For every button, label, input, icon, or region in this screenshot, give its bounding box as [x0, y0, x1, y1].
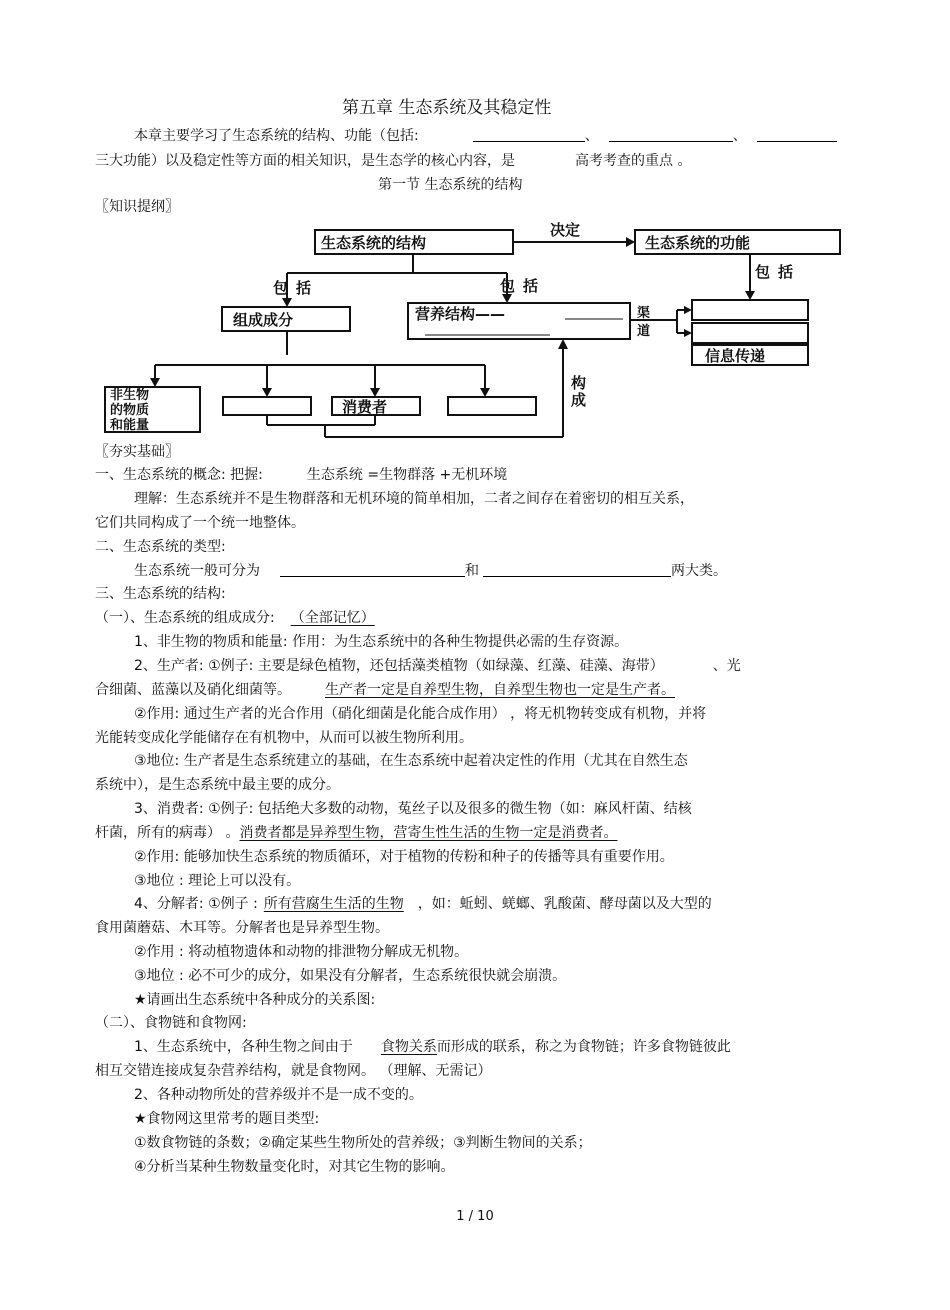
types-line: [134, 562, 727, 580]
constitute-label-2: 成: [571, 391, 587, 409]
decomposer-note: 所有营腐生生活的生物: [263, 896, 404, 912]
understanding-line: 理解：生态系统并不是生物群落和无机环境的简单相加，二者之间存在着密切的相互关系，: [134, 491, 694, 507]
decides-label: 决定: [550, 221, 581, 239]
trophic-label: 营养结构——: [415, 305, 506, 323]
producer-line: [134, 657, 741, 675]
info-label: 信息传递: [705, 347, 766, 365]
consumer-line: 3、消费者: ①例子: 包括绝大多数的动物，菟丝子以及很多的微生物（如：麻风杆菌、结核: [134, 801, 692, 817]
structure-heading: 三、生态系统的结构:: [95, 586, 226, 602]
ecosystem-structure-diagram: [95, 215, 855, 450]
function-blank-1: [473, 127, 585, 142]
types-text: 生态系统一般可分为: [134, 563, 260, 579]
function-blank-box-1: [692, 300, 808, 320]
types-and: 和: [465, 563, 479, 579]
channel-label-2: 道: [637, 324, 651, 339]
food-chain-heading: （二）、食物链和食物网:: [95, 1015, 247, 1031]
basics-heading: 〖夯实基础〗: [95, 444, 179, 460]
producer-line-2: [95, 681, 675, 699]
producer-note: 生产者一定是自养型生物，自养型生物也一定是生产者。: [325, 682, 675, 698]
producer-blank-box: [223, 397, 311, 415]
structure-label: 生态系统的结构: [321, 234, 427, 252]
components-heading: [95, 609, 375, 627]
decomposer-role: ②作用 : 将动植物遗体和动物的排泄物分解成无机物。: [134, 944, 469, 960]
types-end: 两大类。: [671, 563, 727, 579]
decomposer-blank-box: [448, 397, 536, 415]
producer-example-end: 、光: [712, 658, 741, 674]
includes-mid-label: 包括: [500, 277, 547, 295]
types-heading: 二、生态系统的类型:: [95, 539, 226, 555]
food-relation: 食物关系: [380, 1039, 437, 1055]
question-types-2: ④分析当某种生物数量变化时，对其它生物的影响。: [134, 1159, 455, 1175]
function-blank-box-2: [692, 323, 808, 343]
concept-formula: 生态系统 =生物群落 +无机环境: [306, 467, 508, 483]
components-heading-text: （一）、生态系统的组成成分:: [95, 610, 275, 626]
decomposer-example-label: 4、分解者: ①例子 :: [134, 896, 258, 912]
decomposer-examples: ，如：蚯蚓、蜣螂、乳酸菌、酵母菌以及大型的: [417, 896, 712, 912]
consumer-example-end: 杆菌，所有的病毒） 。: [95, 825, 240, 841]
abiotic-label-2: 的物质: [110, 403, 150, 418]
consumer-role: ②作用: 能够加快生态系统的物质循环，对于植物的传粉和种子的传播等具有重要作用。: [134, 849, 674, 865]
section-title: 第一节 生态系统的结构: [378, 177, 523, 193]
function-blank-2: [609, 127, 733, 142]
function-label: 生态系统的功能: [645, 234, 751, 252]
food-web-line: 相互交错连接成复杂营养结构，就是食物网。 （理解、无需记）: [95, 1063, 492, 1079]
intro-sep-1: 、: [584, 128, 599, 144]
memorize-note: （全部记忆）: [290, 610, 375, 626]
food-chain-text-c: 而形成的联系，称之为食物链；许多食物链彼此: [436, 1039, 731, 1055]
page-number: 1 / 10: [456, 1209, 494, 1224]
includes-left-label: 包括: [273, 279, 320, 297]
outline-heading: 〖知识提纲〗: [95, 199, 179, 215]
question-types-1: ①数食物链的条数；②确定某些生物所处的营养级；③判断生物间的关系；: [134, 1135, 592, 1151]
intro-text-c: 高考考查的重点 。: [575, 153, 692, 169]
type-blank-1: [280, 562, 465, 577]
intro-text-b: 三大功能）以及稳定性等方面的相关知识，是生态学的核心内容，是: [95, 153, 515, 169]
abiotic-label-1: 非生物: [110, 388, 150, 403]
consumer-status: ③地位 : 理论上可以没有。: [134, 873, 301, 889]
producer-role-cont: 光能转变成化学能储存在有机物中，从而可以被生物所利用。: [95, 730, 473, 746]
concept-label: 一、生态系统的概念: 把握:: [95, 467, 263, 483]
intro-line-2: [95, 152, 691, 170]
decomposer-line-2: 食用菌蘑菇、木耳等。分解者也是异养型生物。: [95, 920, 389, 936]
includes-right-label: 包括: [755, 263, 802, 281]
intro-text-a: 本章主要学习了生态系统的结构、功能（包括:: [134, 128, 419, 144]
decomposer-line: [134, 895, 712, 913]
producer-status: ③地位: 生产者是生态系统建立的基础，在生态系统中起着决定性的作用（尤其在自然生态: [134, 753, 688, 769]
trophic-level-line: 2、各种动物所处的营养级并不是一成不变的。: [134, 1087, 423, 1103]
constitute-label-1: 构: [571, 374, 587, 392]
intro-sep-2: 、: [732, 128, 747, 144]
producer-role: ②作用: 通过生产者的光合作用（硝化细菌是化能合成作用） ，将无机物转变成有机物，并将: [134, 706, 707, 722]
intro-line-1: [134, 127, 837, 145]
producer-examples-cont: 合细菌、蓝藻以及硝化细菌等。: [95, 682, 291, 698]
decomposer-status: ③地位 : 必不可少的成分，如果没有分解者，生态系统很快就会崩溃。: [134, 968, 567, 984]
chapter-title: 第五章 生态系统及其稳定性: [342, 98, 552, 118]
food-chain-line: [134, 1038, 731, 1056]
producer-status-cont: 系统中），是生态系统中最主要的成分。: [95, 777, 340, 793]
food-chain-text-a: 1、生态系统中，各种生物之间由于: [134, 1039, 353, 1055]
question-types-heading: ★食物网这里常考的题目类型:: [134, 1111, 320, 1127]
understanding-cont: 它们共同构成了一个统一地整体。: [95, 515, 305, 531]
producer-example: 2、生产者: ①例子: 主要是绿色植物，还包括藻类植物（如绿藻、红藻、硅藻、海带）: [134, 658, 657, 674]
concept-line: [95, 466, 507, 484]
channel-label-1: 渠: [637, 306, 651, 321]
consumers-label: 消费者: [342, 398, 388, 416]
components-label: 组成成分: [233, 311, 294, 329]
consumer-line-2: [95, 824, 617, 842]
abiotic-label-3: 和能量: [110, 418, 150, 433]
abiotic-line: 1、非生物的物质和能量: 作用：为生态系统中的各种生物提供必需的生存资源。: [134, 634, 629, 650]
draw-prompt: ★请画出生态系统中各种成分的关系图:: [134, 992, 376, 1008]
function-blank-3: [757, 127, 837, 142]
consumer-note: 消费者都是异养型生物，营寄生性生活的生物一定是消费者。: [239, 825, 618, 841]
type-blank-2: [483, 562, 671, 577]
